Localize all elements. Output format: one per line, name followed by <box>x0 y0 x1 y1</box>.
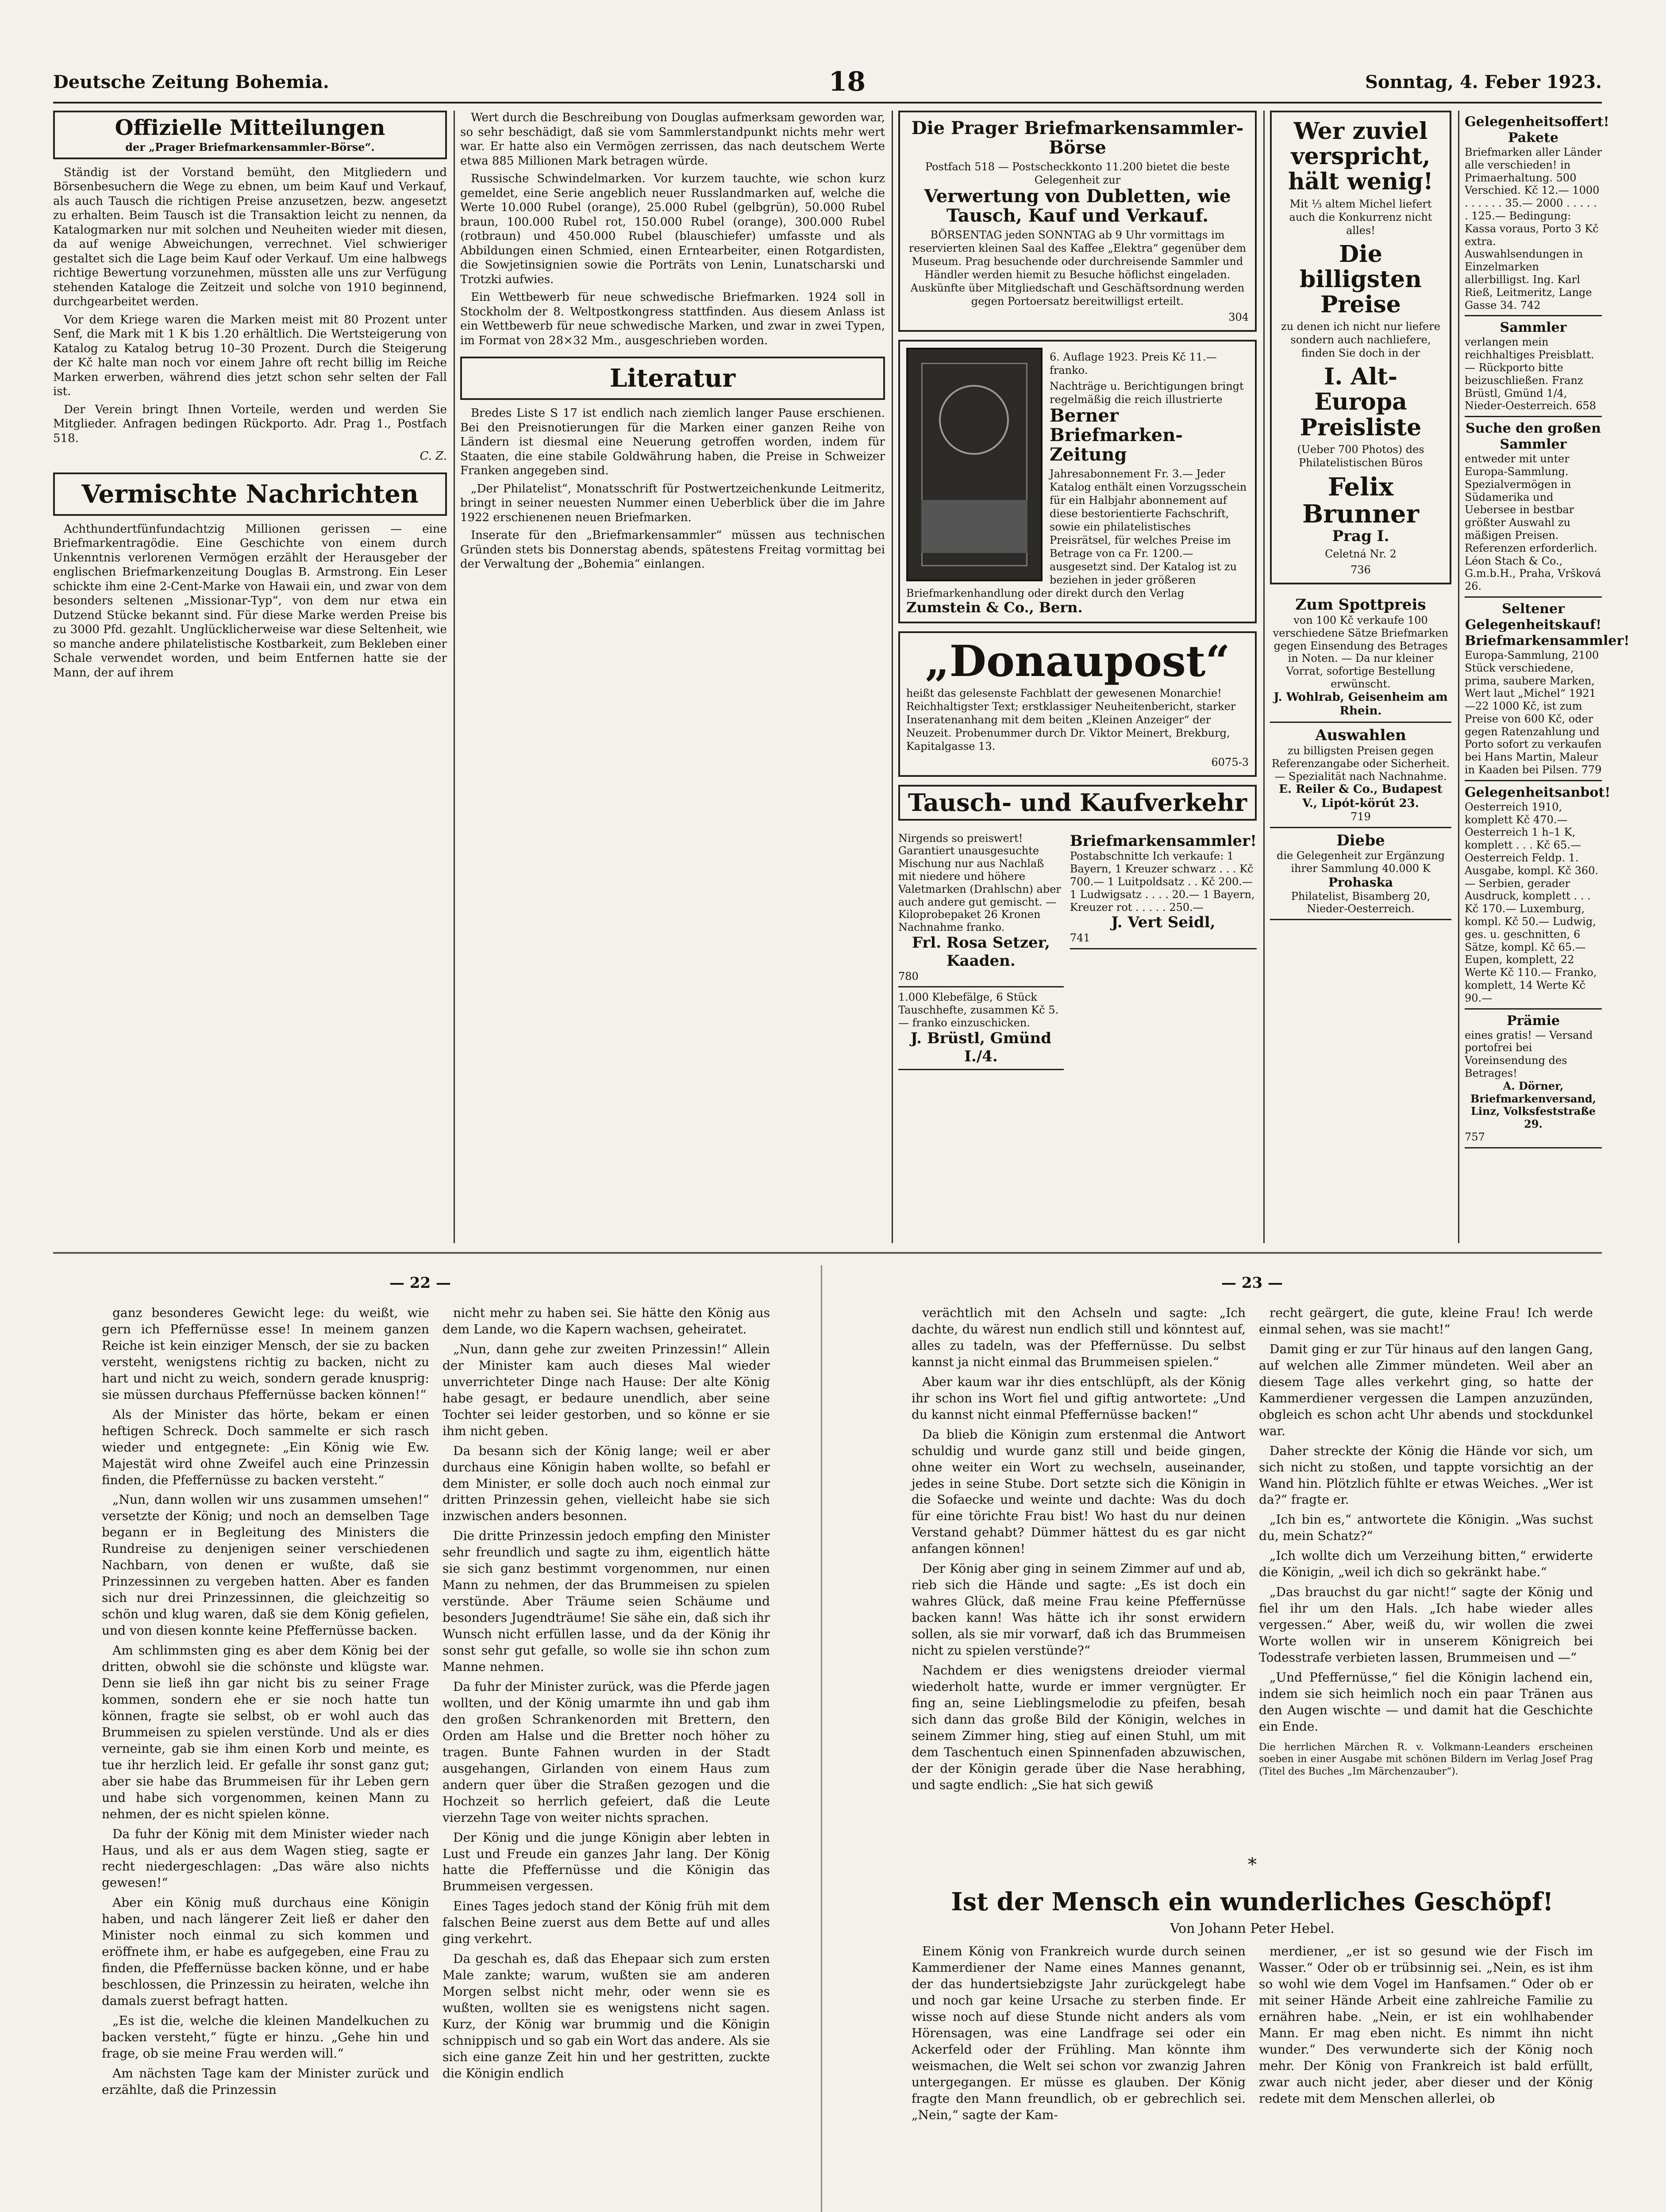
ad-headline: I. Alt-Europa Preisliste <box>1300 363 1422 441</box>
ad-text: Mit ⅓ altem Michel liefert auch die Konkurrenz nicht alles! <box>1289 197 1432 237</box>
ad-title: Zum Spottpreis <box>1295 596 1426 614</box>
ad-name: Felix Brunner <box>1302 472 1420 529</box>
ad-name: E. Reiler & Co., Budapest V., Lipót-körút 23. <box>1279 783 1443 810</box>
column-ads-1 <box>898 111 1257 1243</box>
ad-text: Europa-Sammlung, 2100 Stück verschiedene, prima, saubere Marken, Wert laut „Michel“ 1921—22 1000 Kč, ist zum Preise von 600 Kč, oder gegen Ratenzahlung und Porto sofort zu verkaufen bei Hans Martin, Maleur in Kaaden bei Pilsen. <box>1465 649 1602 776</box>
ad-number: 779 <box>1581 764 1602 776</box>
ad-classified <box>898 987 1064 1070</box>
story-paragraph: Die dritte Prinzessin jedoch empfing den Minister sehr freundlich und sagte zu ihm, eigentlich hätte sie sich ganz bestimmt vorgenommen, nur einen Mann zu nehmen, der das Brummeisen zu spielen verstünde. Aber Träume seien Schäume und besonders Jugendträume! Sie sähe ein, daß sich ihr Wunsch nicht erfüllen lasse, und da der König ihr sonst sehr gut gefalle, so wolle sie ihn schon zum Manne nehmen. <box>442 1528 770 1674</box>
section-title-literature: Literatur <box>460 357 885 400</box>
ad-title: Seltener Gelegenheitskauf! Briefmarkensammler! <box>1465 601 1630 649</box>
ad-title: Gelegenheitsanbot! <box>1465 784 1611 800</box>
page-header <box>53 62 1602 104</box>
story-paragraph: merdiener, „er ist so gesund wie der Fisch im Wasser.“ Oder ob er trübsinnig sei. „Nein, es ist ihm so wohl wie dem Vogel im Hanfsamen.“ Oder ob er mit seiner Hände Arbeit eine zahlreiche Familie zu ernähren habe. „Nein, er ist ein wohlhabender Mann. Er mag eben nicht. Es nimmt ihn nicht wunder.“ Des verwunderte sich der König noch mehr. Der König von Frankreich ist bald erfüllt, zwar auch nicht jeder, aber dieser und der König redete mit dem Menschen allerlei, ob <box>1259 1944 1593 2106</box>
ad-number: 742 <box>1520 299 1541 311</box>
ad-classified <box>1465 1010 1602 1148</box>
story-paragraph: Damit ging er zur Tür hinaus auf den langen Gang, auf welchen alle Zimmer mündeten. Weil aber an diesem Tage alles verkehrt ging, so hatte der Kammerdiener vergessen die Lampen anzuzünden, obgleich es schon acht Uhr abends und stockdunkel war. <box>1259 1341 1593 1438</box>
ad-text: von 100 Kč verkaufe 100 verschiedene Sätze Briefmarken gegen Einsendung des Betrages in Noten. — Da nur kleiner Vorrat, sofortige Bestellung erwünscht. <box>1273 614 1449 691</box>
article-paragraph: Bredes Liste S 17 ist endlich nach ziemlich langer Pause erschienen. Bei den Preisnotierungen für die Marken einer ganzen Reihe von Ländern ist diesmal eine Neuerung getroffen worden, indem für Staaten, die eine stabile Goldwährung haben, die Preise in Schweizer Franken angegeben sind. <box>460 407 885 477</box>
ad-classified <box>1465 417 1602 598</box>
ad-classified <box>1465 781 1611 1010</box>
header-date: Sonntag, 4. Feber 1923. <box>1365 71 1602 92</box>
story-paragraph: Aber kaum war ihr dies entschlüpft, als der König ihr schon ins Wort fiel und giftig antwortete: „Und du kannst nicht einmal Pfeffernüsse backen!“ <box>912 1374 1246 1422</box>
column-ads-3 <box>1465 111 1630 1243</box>
story-paragraph: Der König aber ging in seinem Zimmer auf und ab, rieb sich die Hände und sagte: „Es ist doch ein wahres Glück, daß meine Frau keine Pfeffernüsse backen kann! Was hätte ich ihr sonst erwidern sollen, als sie mir vorwarf, daß ich das Brummeisen nicht zu spielen verstünde?“ <box>912 1561 1246 1658</box>
ad-text: heißt das gelesenste Fachblatt der gewesenen Monarchie! Reichhaltigster Text; erstklassiger Neuheitenbericht, starker Inseratenanhang mit dem beiten „Kleinen Anzeiger“ der Neuzeit. Probenummer durch Dr. Viktor Meinert, Brekburg, Kapitalgasse 13. <box>906 687 1236 753</box>
ad-title: Suche den großen Sammler <box>1466 421 1601 453</box>
ad-number: 304 <box>1228 311 1249 323</box>
ad-name: J. Wohlrab, Geisenheim am Rhein. <box>1274 690 1448 718</box>
catalog-cover-image <box>906 348 1043 581</box>
story-paragraph: Der König und die junge Königin aber lebten in Lust und Freude ein ganzes Jahr lang. Der König hatte die Pfeffernüsse und die Königin das Brummeisen vergessen. <box>442 1830 770 1894</box>
ad-name: A. Dörner, Briefmarkenversand, Linz, Volksfeststraße 29. <box>1470 1079 1597 1131</box>
column-divider <box>1263 111 1265 1243</box>
lower-story-section <box>53 1274 1602 2212</box>
story-paragraph: Nachdem er dies wenigstens dreioder viermal wiederholt hatte, wurde er immer vergnügter. Er fing an, seine Lieblingsmelodie zu pfeifen, besah sich dann das große Bild der Königin, welches in seinem Zimmer hing, stieg auf einen Stuhl, um mit dem Taschentuch einen Spinnenfaden abzuwischen, der der Königin gerade über die Nase herabhing, und sagte endlich: „Sie hat sich gewiß <box>912 1663 1246 1792</box>
column-divider <box>892 111 893 1243</box>
ad-classified <box>1070 829 1257 949</box>
story-title: Ist der Mensch ein wunderliches Geschöpf! <box>951 1887 1554 1916</box>
story-column-3 <box>912 1305 1246 1797</box>
article-paragraph: Inserate für den „Briefmarkensammler“ müssen aus technischen Gründen stets bis Donnerstag abends, spätestens Freitag vormittag bei der Verwaltung der „Bohemia“ einlangen. <box>460 529 885 571</box>
ad-text: verlangen mein reichhaltiges Preisblatt. — Rückporto bitte beizuschließen. Franz Brüstl, Gmünd 1/4, Nieder-Oesterreich. <box>1465 336 1594 412</box>
ad-text: Jahresabonnement Fr. 3.— Jeder Katalog enthält einen Vorzugsschein für ein Halbjahr abonnement auf diese bestorientierte Fachschrift, sowie ein philatelistisches Preisrätsel, für welches Preise im Betrage von ca Fr. 1200.— ausgesetzt sind. Der Katalog ist zu beziehen in jeder größeren Briefmarkenhandlung oder direkt durch den Verlag <box>906 468 1247 599</box>
story-column-4 <box>1259 1305 1593 1797</box>
article-paragraph: „Der Philatelist“, Monatsschrift für Postwertzeichenkunde Leitmeritz, bringt in seiner neuesten Nummer einen Ueberblick über die im Jahre 1922 erschienenen neuen Briefmarken. <box>460 482 885 524</box>
ad-exchange-title-box <box>898 785 1257 821</box>
ad-classified <box>1465 316 1602 417</box>
section-title-miscellaneous: Vermischte Nachrichten <box>53 472 447 516</box>
story-upper-right <box>912 1305 1593 1845</box>
ad-number: 736 <box>1350 564 1371 576</box>
folio-right: — 23 — <box>1221 1274 1283 1292</box>
article-paragraph: Vor dem Kriege waren die Marken meist mit 80 Prozent unter Senf, die Mark mit 1 K bis 1.20 erhältlich. Die Wertsteigerung von Katalog zu Katalog betrug 10–30 Prozent. Durch die Steigerung der Kč halte man noch vor einem Jahre oft recht billig im Reiche Marken erwerben, während dies jetzt schon sehr selten der Fall ist. <box>53 313 447 399</box>
ad-number: 658 <box>1576 399 1596 412</box>
ad-classified <box>1465 111 1609 316</box>
ad-headline: Wer zuviel verspricht, hält wenig! <box>1288 118 1433 196</box>
ad-text: Briefmarken aller Länder alle verschieden! in Primaerhaltung. 500 Verschied. Kč 12.— 1000 . . . . . . 35.— 2000 . . . . . . 125.— Bedingung: Kassa voraus, Porto 3 Kč extra. Auswahlsendungen in Einzelmarken allerbilligst. Ing. Karl Rieß, Leitmeritz, Lange Gasse 34. <box>1465 146 1602 311</box>
ad-classified <box>1270 828 1451 921</box>
story-paragraph: Daher streckte der König die Hände vor sich, um sich nicht zu stoßen, und tappte vorsichtig an der Wand hin. Plötzlich fühlte er etwas Weiches. „Wer ist da?“ fragte er. <box>1259 1443 1593 1507</box>
ad-text: zu billigsten Preisen gegen Referenzangabe oder Sicherheit. — Spezialität nach Nachnahme. <box>1271 745 1450 783</box>
story-paragraph: „Ich bin es,“ antwortete die Königin. „Was suchst du, mein Schatz?“ <box>1259 1512 1593 1544</box>
section-title-exchange: Tausch- und Kaufverkehr <box>908 788 1247 817</box>
article-paragraph: Der Verein bringt Ihnen Vorteile, werden und werden Sie Mitglieder. Anfragen bedingen Rückporto. Adr. Prag 1., Postfach 518. <box>53 403 447 445</box>
story-paragraph: Da geschah es, daß das Ehepaar sich zum ersten Male zankte; warum, wußten sie am anderen Morgen selbst nicht mehr, oder wenn sie es wußten, wollten sie es wenigstens nicht sagen. Kurz, der König war brummig und die Königin schnippisch und so gab ein Wort das andere. Als sie sich eine ganze Zeit hin und her gestritten, zuckte die Königin endlich <box>442 1951 770 2081</box>
column-news-literature <box>460 111 885 1243</box>
ad-name: J. Brüstl, Gmünd I./4. <box>910 1029 1051 1065</box>
column-ads-2 <box>1270 111 1451 1243</box>
article-signature: C. Z. <box>419 449 447 463</box>
ad-text: (Ueber 700 Photos) des Philatelistischen Büros <box>1297 443 1424 469</box>
ad-name: Prohaska <box>1328 875 1393 890</box>
story-paragraph: Eines Tages jedoch stand der König früh mit dem falschen Beine zuerst aus dem Bette auf und alles ging verkehrt. <box>442 1899 770 1947</box>
ad-title: Die Prager Briefmarkensammler-Börse <box>911 118 1244 158</box>
ad-text: Nirgends so preiswert! Garantiert unausgesuchte Mischung nur aus Nachlaß mit niedere und höhere Valetmarken (Drahlschn) aber auch andere gut gemischt. — Kiloprobepaket 26 Kronen Nachnahme franko. <box>898 832 1061 934</box>
ad-text: 6. Auflage 1923. Preis Kč 11.— franko. <box>1050 351 1217 376</box>
column-divider <box>1458 111 1459 1243</box>
upper-section <box>53 111 1630 1243</box>
story-paragraph: Da fuhr der Minister zurück, was die Pferde jagen wollten, und der König umarmte ihn und gab ihm den großen Schrankenorden mit Brettern, den Orden am Halse und die Bretter noch höher zu tragen. Bunte Fahnen wurden in der Stadt ausgehangen, Girlanden von einem Haus zum andern quer über die Straßen gezogen und die Hochzeit so herrlich gefeiert, daß die Leute vierzehn Tage von weiter nichts sprachen. <box>442 1679 770 1825</box>
ad-classified <box>898 829 1064 988</box>
story-column-2 <box>442 1305 770 2212</box>
ad-title: Sammler <box>1500 320 1567 336</box>
ad-name: J. Vert Seidl, <box>1111 914 1216 932</box>
story-paragraph: ganz besonderes Gewicht lege: du weißt, wie gern ich Pfeffernüsse esse! In meinem ganzen Reiche ist kein einziger Mensch, der sie zu backen versteht, wenigstens richtig zu backen, nicht zu hart und nicht zu weich, sondern gerade knusprig: sie müssen durchaus Pfeffernüsse backen können!“ <box>102 1306 429 1402</box>
ad-classified <box>1465 598 1630 781</box>
ad-prague-exchange <box>898 111 1257 332</box>
official-notices-subtitle: der „Prager Briefmarkensammler-Börse“. <box>125 141 375 154</box>
story-paragraph: Am schlimmsten ging es aber dem König bei der dritten, obwohl sie die schönste und klügste war. Denn sie ließ ihn gar nicht bis zu seiner Frage kommen, sondern ehe er sie noch hatte tun können, fragte sie selbst, ob er wohl auch das Brummeisen zu spielen verstünde. Und als er dies verneinte, gab sie ihm einen Korb und meinte, es tue ihr herzlich leid. Er gefalle ihr sonst ganz gut; aber sie habe das Brummeisen für ihr Leben gern und habe sich vorgenommen, keinen Mann zu nehmen, der es nicht spielen könne. <box>102 1643 429 1821</box>
ad-address: Philatelist, Bisamberg 20, Nieder-Oesterreich. <box>1291 890 1431 915</box>
ad-number: 757 <box>1465 1131 1485 1143</box>
story-column-1 <box>102 1305 429 2212</box>
story-paragraph: nicht mehr zu haben sei. Sie hätte den König aus dem Lande, wo die Kapern wachsen, geheiratet. <box>442 1306 770 1336</box>
section-divider <box>53 1252 1602 1254</box>
story-paragraph: recht geärgert, die gute, kleine Frau! Ich werde einmal sehen, was sie macht!“ <box>1259 1306 1593 1336</box>
story-paragraph: „Nun, dann gehe zur zweiten Prinzessin!“ Allein der Minister kam auch dieses Mal wieder unverrichteter Dinge nach Hause: Der alte König habe gesagt, er bedaure unendlich, aber seine Tochter sei leider gestorben, und so könne er sie ihm nicht geben. <box>442 1341 770 1438</box>
header-page-number: 18 <box>828 66 866 97</box>
story-paragraph: Da fuhr der König mit dem Minister wieder nach Haus, und als er aus dem Wagen stieg, sagte er recht niedergeschlagen: „Das wäre also nichts gewesen!“ <box>102 1826 429 1890</box>
official-notices-title: Offizielle Mitteilungen <box>115 115 385 140</box>
column-official-notices <box>53 111 447 1243</box>
story-2 <box>912 1849 1593 2127</box>
ad-text: 1.000 Klebefälge, 6 Stück Tauschhefte, zusammen Kč 5.— franko einzuschicken. <box>898 991 1059 1029</box>
ad-publisher: Zumstein & Co., Bern. <box>906 599 1083 616</box>
story-footnote: Die herrlichen Märchen R. v. Volkmann-Leanders erscheinen soeben in einer Ausgabe mit schönen Bildern im Verlag Josef Prag (Titel des Buches „Im Märchenzauber“). <box>1259 1741 1593 1777</box>
story-paragraph: Als der Minister das hörte, bekam er einen heftigen Schreck. Doch sammelte er sich rasch wieder und entgegnete: „Ein König wie Ew. Majestät wird ohne Zweifel auch eine Prinzessin finden, die Pfeffernüsse zu backen versteht.“ <box>102 1407 429 1487</box>
ad-title: Auswahlen <box>1315 726 1406 745</box>
ad-text: Postabschnitte Ich verkaufe: 1 Bayern, 1 Kreuzer schwarz . . . Kč 700.— 1 Luitpoldsatz . . Kč 200.— 1 Ludwigsatz . . . . 20.— 1 Bayern, Kreuzer rot . . . . . 250.— <box>1070 850 1255 914</box>
ad-headline: „Donaupost“ <box>925 636 1230 687</box>
ad-number: 741 <box>1070 932 1090 945</box>
ad-address: Celetná Nr. 2 <box>1325 548 1397 561</box>
story-byline: Von Johann Peter Hebel. <box>1170 1921 1335 1936</box>
ad-headline: Berner Briefmarken-Zeitung <box>1050 405 1183 465</box>
ad-text: entweder mit unter Europa-Sammlung. Spezialvermögen in Südamerika und Uebersee in bestbar größter Auswahl zu mäßigen Preisen. Referenzen erforderlich. Léon Stach & Co., G.m.b.H., Praha, Vršková 26. <box>1465 453 1601 593</box>
ad-text: die Gelegenheit zur Ergänzung ihrer Sammlung 40.000 K <box>1276 849 1445 875</box>
ad-title: Prämie <box>1506 1013 1560 1029</box>
article-paragraph: Ein Wettbewerb für neue schwedische Briefmarken. 1924 soll in Stockholm der 8. Weltpostkongress stattfinden. Aus diesem Anlass ist ein Wettbewerb für neue schwedische Marken, und zwar in zwei Typen, im Format von 28×32 Mm., ausgeschrieben worden. <box>460 291 885 347</box>
story-paragraph: „Nun, dann wollen wir uns zusammen umsehen!“ versetzte der König; und noch an demselben Tage begann er in Begleitung des Ministers die Rundreise zu denjenigen seiner verschiedenen Nachbarn, von denen er wußte, daß sie Prinzessinnen zu vergeben hatten. Aber es fanden sich nur drei Prinzessinnen, die gleichzeitig so schön und klug waren, daß sie dem König gefielen, und von diesen konnte keine Pfeffernüsse backen. <box>102 1492 429 1638</box>
story-paragraph: Da besann sich der König lange; weil er aber durchaus eine Königin haben wollte, so befahl er dem Minister, er solle doch auch noch einmal zur dritten Prinzessin gehen, vielleicht habe sie sich inzwischen anders besonnen. <box>442 1443 770 1524</box>
story-paragraph: „Es ist die, welche die kleinen Mandelkuchen zu backen versteht,“ fügte er hinzu. „Gehe hin und frage, ob sie meine Frau werden will.“ <box>102 2013 429 2061</box>
ad-classified <box>1270 723 1451 828</box>
ad-title: Diebe <box>1336 831 1385 849</box>
official-notices-title-box <box>53 111 447 159</box>
story-paragraph: Einem König von Frankreich wurde durch seinen Kammerdiener der Name eines Mannes genannt, der das hundertsiebzigste Jahr zurückgelegt habe und noch gar keine Ursache zu sterben finde. Er wisse noch auf diese Stunde nicht anders als vom Hörensagen, was eine Landfrage sei oder ein Ackerfeld oder der Frühling. Man könnte ihm weismachen, die Welt sei schon vor zwanzig Jahren untergegangen. Er müsse es glauben. Der König fragte den Mann freundlich, ob er gebrechlich sei. „Nein,“ sagte der Kam- <box>912 1944 1246 2122</box>
story-paragraph: „Und Pfeffernüsse,“ fiel die Königin lachend ein, indem sie sich heimlich noch ein paar Tränen aus den Augen wischte — und damit hat die Geschichte ein Ende. <box>1259 1670 1593 1734</box>
ad-text: BÖRSENTAG jeden SONNTAG ab 9 Uhr vormittags im reservierten kleinen Saal des Kaffee „Elektra“ gegenüber dem Museum. Prag besuchende oder durchreisende Sammler und Händler werden hiemit zu Besuche höflichst eingeladen. Auskünfte über Mitgliedschaft und Geschäftsordnung werden gegen Portoersatz bereitwilligst erteilt. <box>908 229 1247 307</box>
separator-star: * <box>1248 1855 1257 1875</box>
ad-text: Oesterreich 1910, komplett Kč 470.— Oesterreich 1 h–1 K, komplett . . . Kč 65.— Oesterreich Feldp. 1. Ausgabe, kompl. Kč 360.— Serbien, gerader Ausdruck, komplett . . . Kč 170.— Luxemburg, kompl. Kč 50.— Ludwig, ges. u. geschnitten, 6 Sätze, kompl. Kč 65.— Eupen, komplett, 22 Werte Kč 110.— Franko, komplett, 14 Werte Kč 90.— <box>1465 800 1599 1004</box>
ad-classified-right <box>1070 829 1257 1071</box>
story-paragraph: „Ich wollte dich um Verzeihung bitten,“ erwiderte die Königin, „weil ich dich so gekränkt habe.“ <box>1259 1548 1593 1580</box>
story-paragraph: „Das brauchst du gar nicht!“ sagte der König und fiel ihr um den Hals. „Ich habe wieder alles vergessen.“ Aber, weiß du, wir wollen die zwei Worte wollen wir in unserem Königreich bei Todesstrafe verbieten lassen, Brummeisen und —“ <box>1259 1585 1593 1665</box>
ad-text: eines gratis! — Versand portofrei bei Voreinsendung des Betrages! <box>1465 1029 1593 1080</box>
ad-number: 719 <box>1350 810 1371 823</box>
ad-city: Prag I. <box>1332 527 1389 545</box>
ad-number: 6075-3 <box>1211 756 1249 768</box>
ad-text: Postfach 518 — Postscheckkonto 11.200 bietet die beste Gelegenheit zur <box>925 161 1230 186</box>
ad-text: zu denen ich nicht nur liefere sondern auch nachliefere, finden Sie doch in der <box>1281 320 1440 360</box>
story-paragraph: verächtlich mit den Achseln und sagte: „Ich dachte, du wärest nun endlich still und könntest auf, alles zu tadeln, was der Pfeffernüsse. Du selbst kannst ja nicht einmal das Brummeisen spielen.“ <box>912 1306 1246 1369</box>
ad-text: Nachträge u. Berichtigungen bringt regelmäßig die reich illustrierte <box>1050 380 1244 406</box>
ad-headline: Verwertung von Dubletten, wie Tausch, Kauf und Verkauf. <box>924 186 1231 226</box>
article-paragraph: Ständig ist der Vorstand bemüht, den Mitgliedern und Börsenbesuchern die Wege zu ebnen, um beim Kauf und Verkauf, als auch Tausch die richtigen Preise anzusetzen, bezw. angesetzt zu erhalten. Beim Tausch ist die Transaktion leicht zu nennen, da Katalogmarken nur mit solchen und Neuheiten wieder mit diesen, da auf wenige Abweichungen, verrechnet. Viel schwieriger gestaltet sich die Lage beim Kauf oder Verkauf. Um eine halbwegs richtige Bewertung vorzunehmen, müssten alle uns zur Verfügung stehenden Kataloge die Zeitzeit und solche von 1910 beginnend, durchgearbeitet werden. <box>53 165 447 309</box>
ad-donaupost <box>898 631 1257 777</box>
header-masthead: Deutsche Zeitung Bohemia. <box>53 71 329 92</box>
column-divider <box>454 111 455 1243</box>
ad-wer-zuviel <box>1270 111 1451 584</box>
ad-title: Gelegenheitsoffert! Pakete <box>1465 114 1609 146</box>
article-paragraph: Wert durch die Beschreibung von Douglas aufmerksam geworden war, so sehr beschädigt, daß sie vom Sammlerstandpunkt nichts mehr wert war. Er hatte also ein Vermögen zerrissen, das nach deutschem Werte etwa 885 Millionen Mark betragen würde. <box>460 111 885 168</box>
ad-classified <box>1270 592 1451 723</box>
ad-headline: Die billigsten Preise <box>1300 240 1422 318</box>
folio-left: — 22 — <box>389 1274 451 1292</box>
ad-title: Briefmarkensammler! <box>1070 832 1257 850</box>
ad-zumstein-catalog <box>898 340 1257 623</box>
story-paragraph: Aber ein König muß durchaus eine Königin haben, und nach längerer Zeit ließ er daher den Minister noch einmal zu sich kommen und eröffnete ihm, er habe es aufgegeben, eine Frau zu finden, die Pfeffernüsse backen könne, und er habe beschlossen, die Prinzessin zu heiraten, welche ihn damals zuerst befragt hatten. <box>102 1895 429 2008</box>
ad-classified-left <box>898 829 1064 1071</box>
story-paragraph: Da blieb die Königin zum erstenmal die Antwort schuldig und wurde ganz still und beide gingen, ohne weiter ein Wort zu wechseln, auseinander, jedes in seine Stube. Dort setzte sich die Königin in die Sofaecke und weinte und dachte: Was du doch für eine törichte Frau bist! Wo hast du nur deinen Verstand gehabt? Dümmer hättest du es gar nicht anfangen können! <box>912 1427 1246 1556</box>
article-paragraph: Russische Schwindelmarken. Vor kurzem tauchte, wie schon kurz gemeldet, eine Serie angeblich neuer Russlandmarken auf, welche die Werte 10.000 Rubel (orange), 25.000 Rubel (gelbgrün), 50.000 Rubel braun, 100.000 Rubel rot, 150.000 Rubel (orange), 300.000 Rubel (rotbraun) und 450.000 Rubel (blauschiefer) umfasste und als Abbildungen einen Schmied, einen Erntearbeiter, einen Rotgardisten, die Sowjetinsignien sowie die Porträts von Lenin, Lunatscharski und Trotzki aufwies. <box>460 172 885 286</box>
ad-name: Frl. Rosa Setzer, Kaaden. <box>912 934 1050 970</box>
article-paragraph: Achthundertfünfundachtzig Millionen gerissen — eine Briefmarkentragödie. Eine Geschichte von einem durch Unkenntnis verlorenen Vermögen erzählt der Herausgeber der englischen Briefmarkenzeitung Douglas B. Armstrong. Ein Leser schickte ihm eine 2-Cent-Marke von Hawaii ein, und zwar von dem besonders seltenen „Missionar-Typ“, von dem nur etwa ein Dutzend Stücke bekannt sind. Für diese Marke werden Preise bis zu 3000 Pfd. gezahlt. Unglücklicherweise war diese Seltenheit, wie so manche andere philatelistische Kostbarkeit, zum Bekleben einer Schale verwendet worden, und beim Entfernen hatte sie der Mann, der auf ihrem <box>53 522 447 680</box>
ad-number: 780 <box>898 970 919 983</box>
story-paragraph: Am nächsten Tage kam der Minister zurück und erzählte, daß die Prinzessin <box>102 2066 429 2097</box>
